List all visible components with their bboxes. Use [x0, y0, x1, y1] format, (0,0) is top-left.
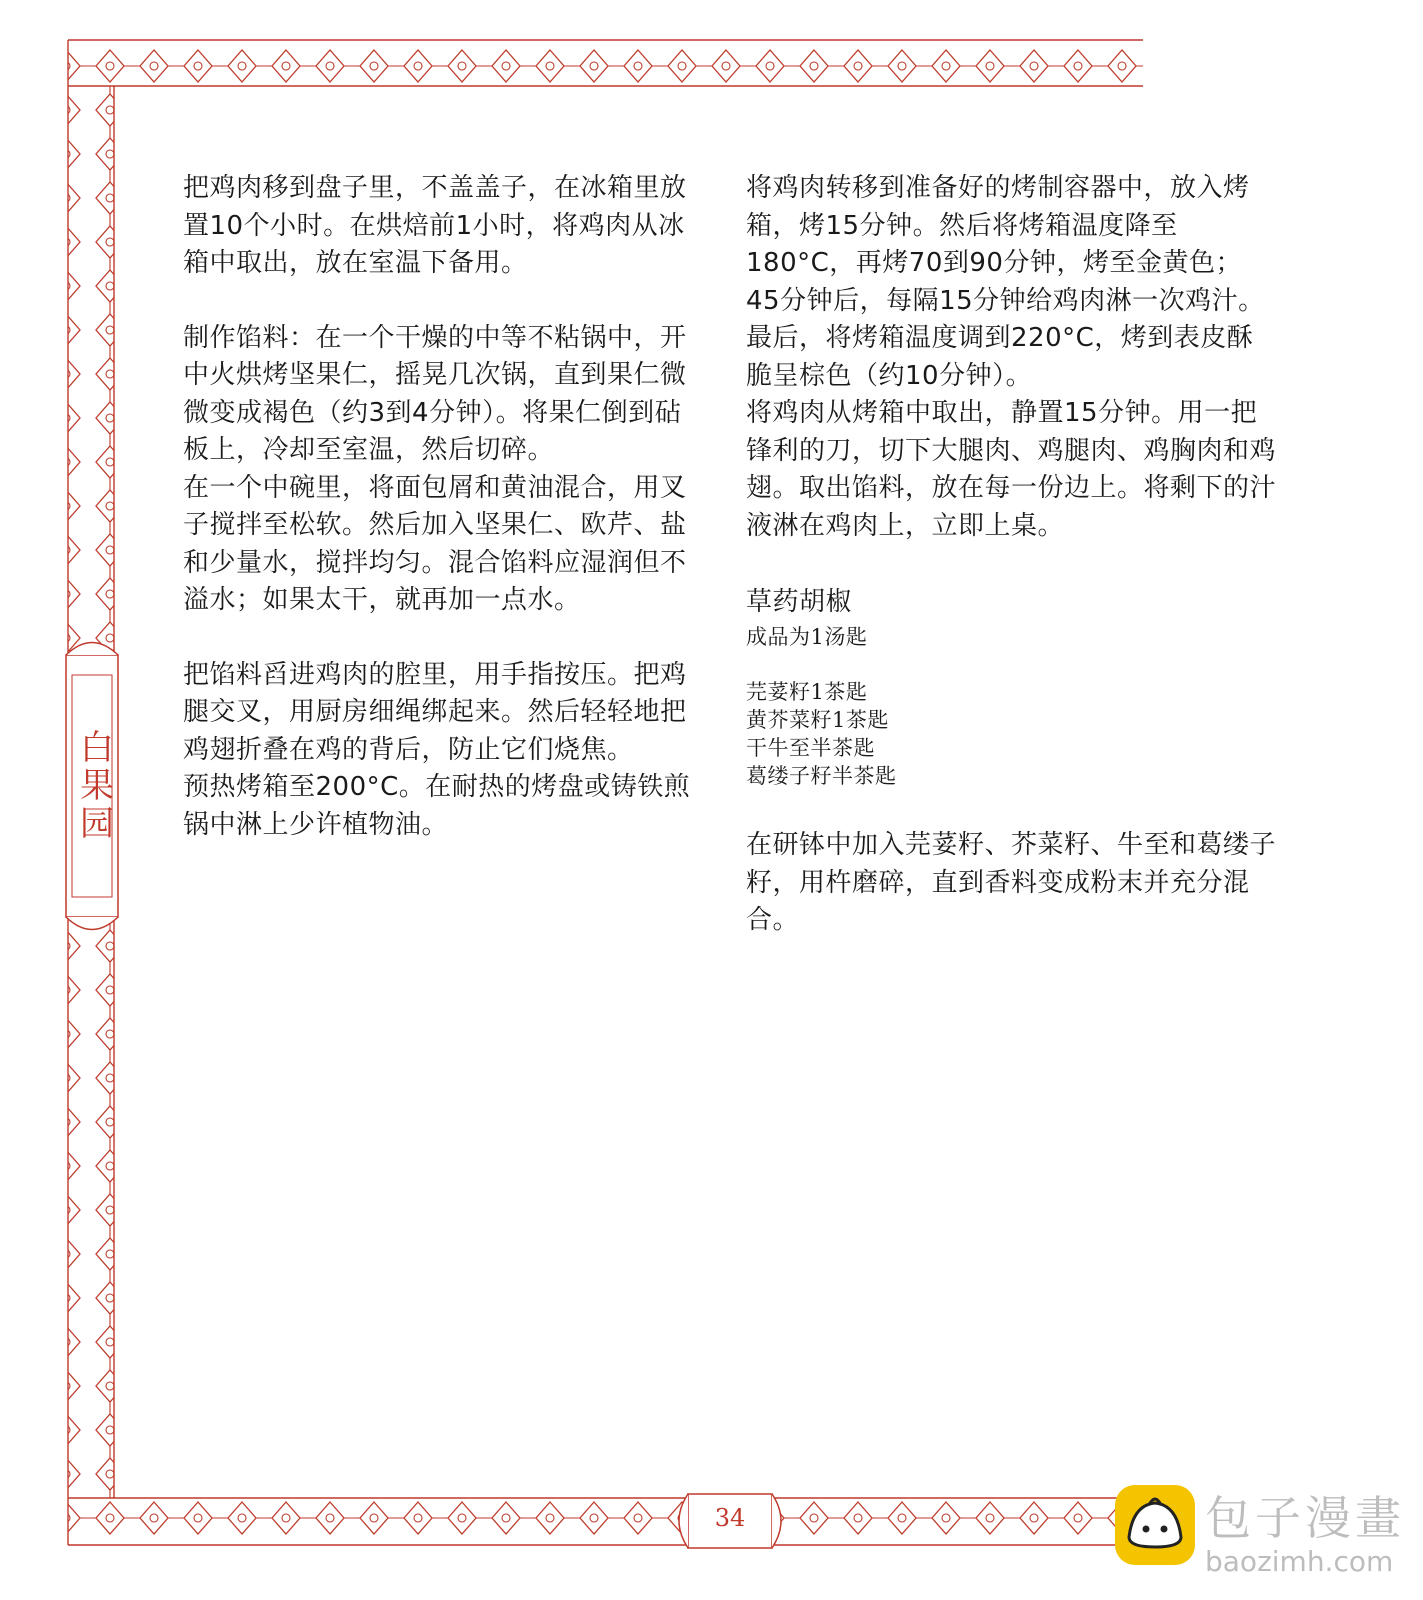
left-column	[183, 170, 703, 844]
right-column	[746, 170, 1276, 940]
recipe-instruction: 在研钵中加入芫荽籽、芥菜籽、牛至和葛缕子籽，用杵磨碎，直到香料变成粉末并充分混合。	[746, 830, 1277, 935]
ingredient-item: 葛缕子籽半茶匙	[746, 764, 897, 788]
paragraph: 在一个中碗里，将面包屑和黄油混合，用叉子搅拌至松软。然后加入坚果仁、欧芹、盐和少量水，搅拌均匀。混合馅料应湿润但不溢水；如果太干，就再加一点水。	[183, 472, 687, 615]
ingredient-item: 芫荽籽1茶匙	[746, 680, 868, 704]
ingredient-item: 黄芥菜籽1茶匙	[746, 708, 889, 732]
paragraph: 制作馅料：在一个干燥的中等不粘锅中，开中火烘烤坚果仁，摇晃几次锅，直到果仁微微变成褐色（约3到4分钟）。将果仁倒到砧板上，冷却至室温，然后切碎。	[183, 322, 687, 465]
recipe-yield: 成品为1汤匙	[746, 625, 868, 649]
recipe-title: 草药胡椒	[746, 587, 853, 617]
page-number: 34	[714, 1504, 746, 1532]
paragraph: 把鸡肉移到盘子里，不盖盖子，在冰箱里放置10个小时。在烘焙前1小时，将鸡肉从冰箱中取出，放在室温下备用。	[183, 173, 687, 278]
paragraph: 预热烤箱至200°C。在耐热的烤盘或铸铁煎锅中淋上少许植物油。	[183, 772, 691, 840]
paragraph: 将鸡肉转移到准备好的烤制容器中，放入烤箱，烤15分钟。然后将烤箱温度降至180°C，再烤70到90分钟，烤至金黄色；45分钟后，每隔15分钟给鸡肉淋一次鸡汁。最后，将烤箱温度调到220°C，烤到表皮酥脆呈棕色（约10分钟）。	[746, 173, 1265, 391]
paragraph: 把馅料舀进鸡肉的腔里，用手指按压。把鸡腿交叉，用厨房细绳绑起来。然后轻轻地把鸡翅折叠在鸡的背后，防止它们烧焦。	[183, 659, 687, 765]
watermark-url: baozimh.com	[1205, 1545, 1394, 1578]
side-label-text: 白果园	[73, 729, 114, 843]
paragraph: 将鸡肉从烤箱中取出，静置15分钟。用一把锋利的刀，切下大腿肉、鸡腿肉、鸡胸肉和鸡翅。取出馅料，放在每一份边上。将剩下的汁液淋在鸡肉上，立即上桌。	[746, 398, 1277, 541]
side-label	[64, 655, 124, 917]
ingredient-item: 干牛至半茶匙	[746, 736, 875, 760]
watermark-brand: 包子漫畫	[1205, 1491, 1405, 1545]
